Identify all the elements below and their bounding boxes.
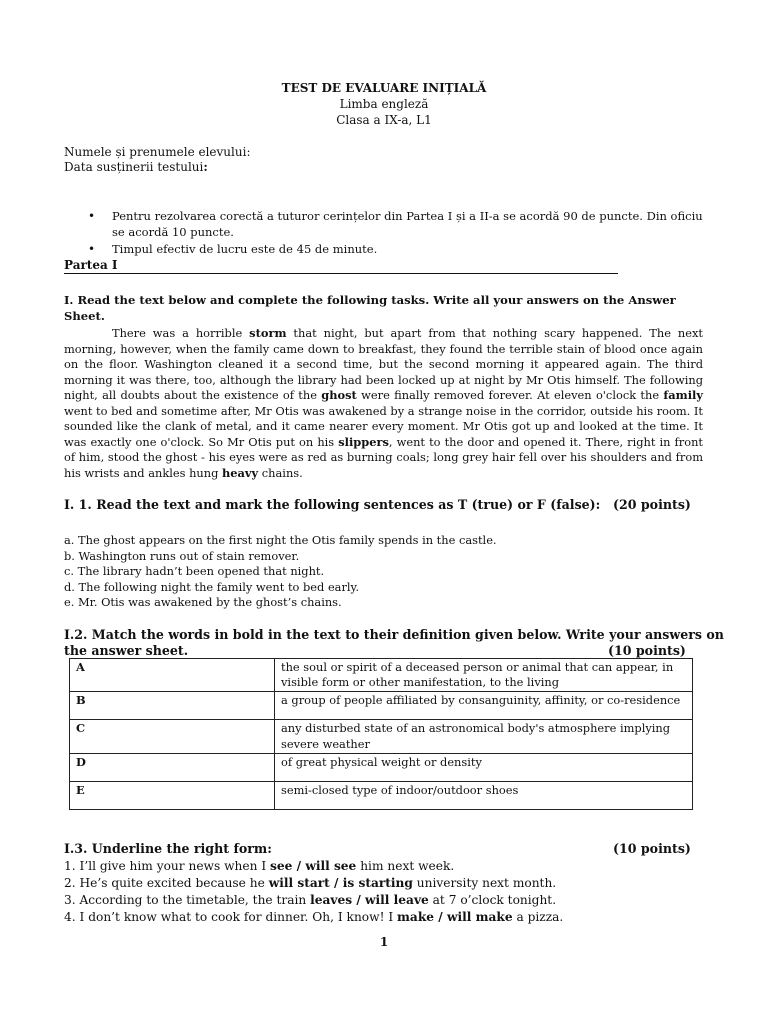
part-label-line xyxy=(64,255,618,274)
table-row xyxy=(70,720,693,753)
task-1-points: (20 points) xyxy=(613,497,691,512)
task-3-heading: I.3. Underline the right form: xyxy=(64,841,272,856)
instruction-points: Pentru rezolvarea corectă a tuturor cerințelor din Partea I și a II-a se acordă 90 de puncte. Din oficiu se acordă 10 puncte. xyxy=(112,209,703,239)
list-item: 2. He’s quite excited because he will start / is starting university next month. xyxy=(64,876,557,890)
bold-word-ghost: ghost xyxy=(321,388,357,402)
table-key: D xyxy=(70,753,275,781)
list-item: c. The library hadn’t been opened that night. xyxy=(64,564,325,578)
class-line: Clasa a IX-a, L1 xyxy=(336,113,432,127)
test-date-label: Data susținerii testului: xyxy=(64,160,208,174)
list-item: b. Washington runs out of stain remover. xyxy=(64,548,300,563)
bold-word-storm: storm xyxy=(249,326,287,340)
page-number: 1 xyxy=(379,935,389,949)
task-1-heading: I. 1. Read the text and mark the following sentences as T (true) or F (false): xyxy=(64,497,601,512)
list-item: a. The ghost appears on the first night the Otis family spends in the castle. xyxy=(64,533,497,547)
instruction-time: Timpul efectiv de lucru este de 45 de minute. xyxy=(112,242,378,256)
table-row xyxy=(70,781,693,809)
table-definition: any disturbed state of an astronomical body's atmosphere implying severe weather xyxy=(275,720,693,753)
test-title: TEST DE EVALUARE INIȚIALĂ xyxy=(281,81,487,95)
list-item: 1. I’ll give him your news when I see / will see him next week. xyxy=(64,859,455,873)
table-definition: semi-closed type of indoor/outdoor shoes xyxy=(275,781,693,809)
task-1-list xyxy=(64,533,704,611)
list-item: d. The following night the family went to bed early. xyxy=(64,579,360,594)
table-key: A xyxy=(70,659,275,692)
task-2-heading-cont: the answer sheet. xyxy=(64,643,189,658)
table-key: C xyxy=(70,720,275,753)
task-3-points: (10 points) xyxy=(613,841,691,856)
table-row xyxy=(70,692,693,720)
bullet-icon: • xyxy=(88,209,96,223)
student-name-label: Numele și prenumele elevului: xyxy=(64,145,251,159)
reading-passage: There was a horrible storm that night, but apart from that nothing scary happened. The next morning, however, when the family came down to breakfast, they found the terrible stain of blood once again on the floor. Washington cleaned it a second time, but the second morning it appeared again. The third morning it was there, too, although the library had been locked up at night by Mr Otis himself. The following night, all doubts about the existence of the ghost were finally removed forever. At eleven o'clock the family went to bed and sometime after, Mr Otis was awakened by a strange noise in the corridor, outside his room. It sounded like the clank of metal, and it came nearer every moment. Mr Otis got up and looked at the time. It was exactly one o'clock. So Mr Otis put on his slippers, went to the door and opened it. There, right in front of him, stood the ghost - his eyes were as red as burning coals; long grey hair fell over his shoulders and from his wrists and ankles hung heavy chains. xyxy=(64,326,703,480)
table-definition: the soul or spirit of a deceased person or animal that can appear, in visible form or other manifestation, to the living xyxy=(275,659,693,692)
list-item: 4. I don’t know what to cook for dinner. Oh, I know! I make / will make a pizza. xyxy=(64,910,564,924)
list-item: 3. According to the timetable, the train leaves / will leave at 7 o’clock tonight. xyxy=(64,893,557,907)
list-item: e. Mr. Otis was awakened by the ghost’s chains. xyxy=(64,595,342,609)
bold-word-heavy: heavy xyxy=(222,465,259,480)
bullet-icon: • xyxy=(88,242,96,256)
bold-word-slippers: slippers xyxy=(338,434,389,449)
subject-line: Limba engleză xyxy=(339,97,429,111)
table-row xyxy=(70,753,693,781)
table-key: B xyxy=(70,692,275,720)
table-definition: a group of people affiliated by consanguinity, affinity, or co-residence xyxy=(275,692,693,720)
task-2-heading: I.2. Match the words in bold in the text to their definition given below. Write your answers on xyxy=(64,627,724,642)
table-key: E xyxy=(70,781,275,809)
bold-word-family: family xyxy=(663,388,703,402)
part-label: Partea I xyxy=(64,258,118,272)
table-definition: of great physical weight or density xyxy=(275,753,693,781)
task-2-points: (10 points) xyxy=(608,643,686,658)
definitions-table xyxy=(69,658,693,810)
task-3-list xyxy=(64,858,704,926)
section-1-heading: I. Read the text below and complete the following tasks. Write all your answers on the Answer Sheet. xyxy=(64,293,676,323)
table-row xyxy=(70,659,693,692)
